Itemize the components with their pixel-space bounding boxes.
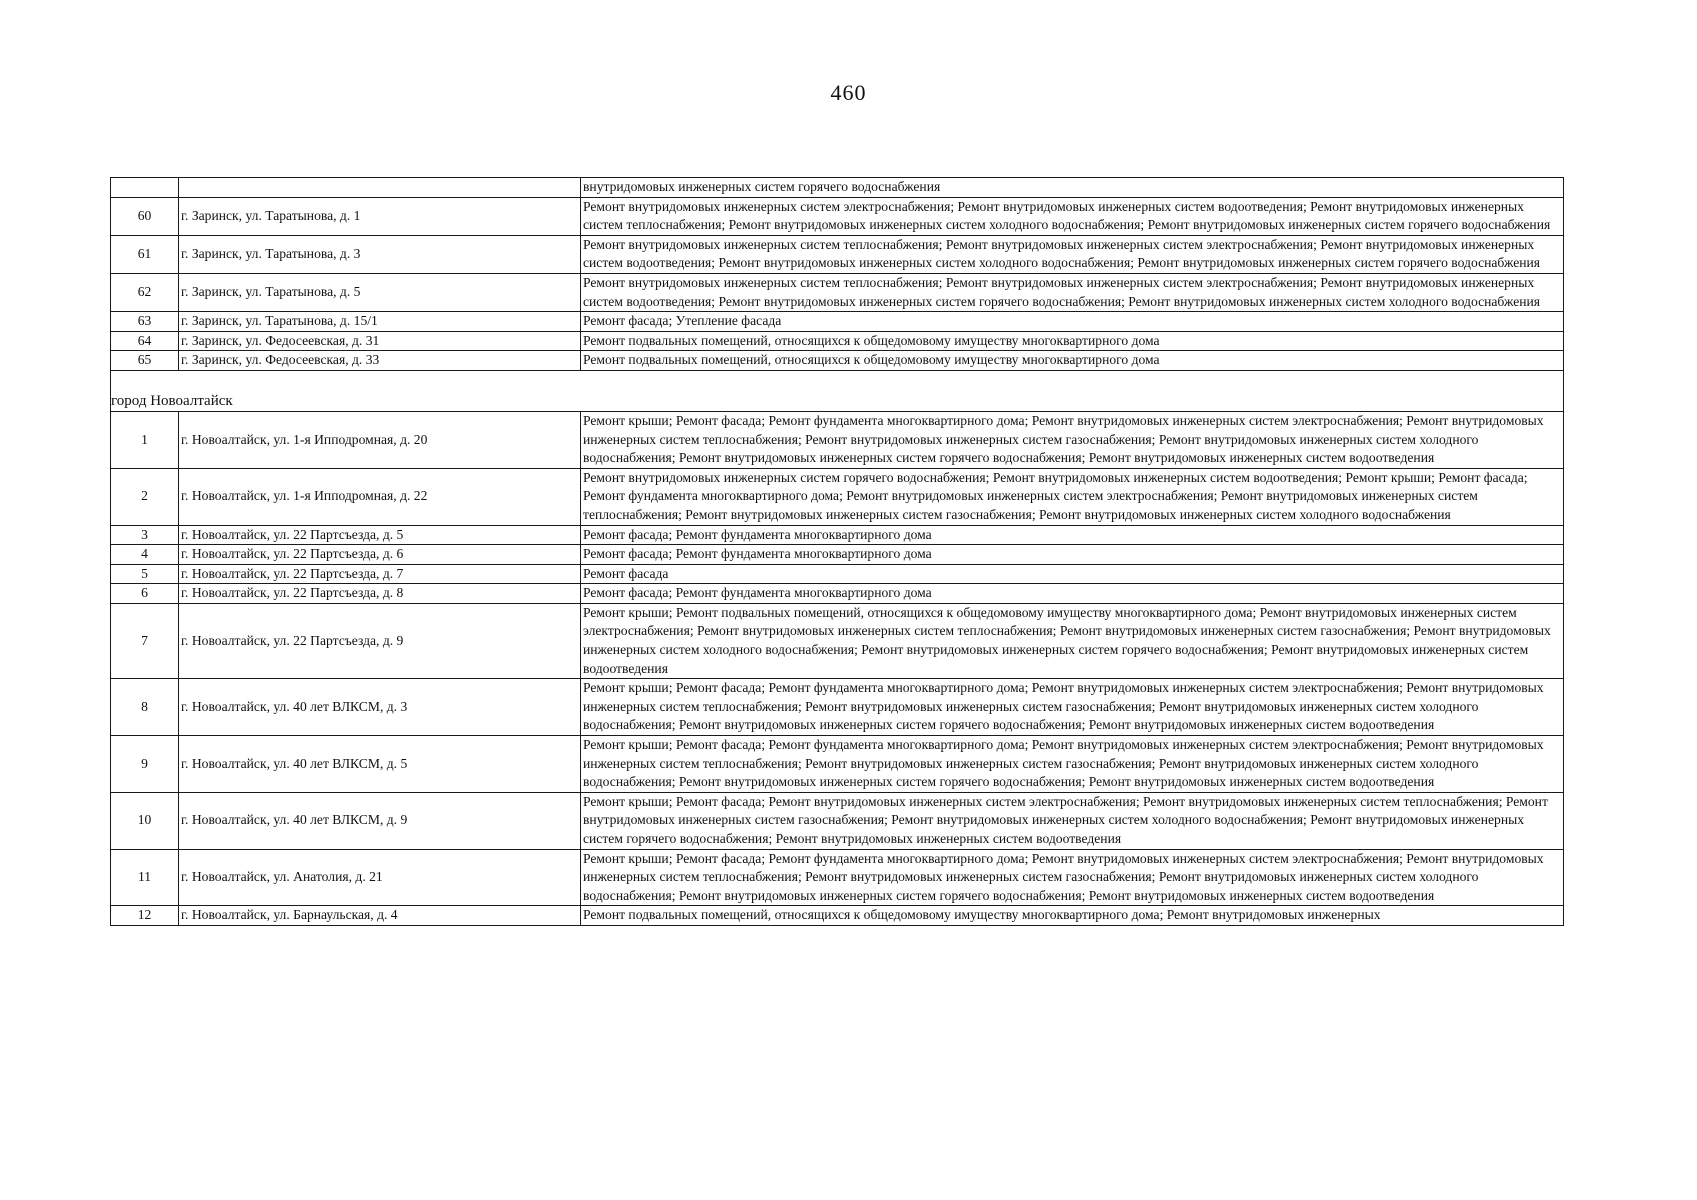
row-address: г. Новоалтайск, ул. Анатолия, д. 21 bbox=[179, 849, 581, 906]
table-row bbox=[111, 178, 1564, 198]
row-number: 11 bbox=[111, 849, 179, 906]
row-works: Ремонт подвальных помещений, относящихся к общедомовому имуществу многоквартирного дома; Ремонт внутридомовых инженерных bbox=[581, 906, 1564, 926]
table-row bbox=[111, 331, 1564, 351]
row-address: г. Заринск, ул. Таратынова, д. 1 bbox=[179, 197, 581, 235]
row-number: 2 bbox=[111, 468, 179, 525]
row-works: Ремонт крыши; Ремонт подвальных помещений, относящихся к общедомовому имуществу многоквартирного дома; Ремонт внутридомовых инженерных систем электроснабжения; Ремонт внутридомовых инженерных систем теплоснабжения; Ремонт внутридомовых инженерных систем газоснабжения; Ремонт внутридомовых инженерных систем холодного водоснабжения; Ремонт внутридомовых инженерных систем горячего водоснабжения; Ремонт внутридомовых инженерных систем водоотведения bbox=[581, 603, 1564, 678]
row-works: Ремонт внутридомовых инженерных систем теплоснабжения; Ремонт внутридомовых инженерных систем электроснабжения; Ремонт внутридомовых инженерных систем водоотведения; Ремонт внутридомовых инженерных систем горячего водоснабжения; Ремонт внутридомовых инженерных систем холодного водоснабжения bbox=[581, 273, 1564, 311]
row-works: Ремонт внутридомовых инженерных систем электроснабжения; Ремонт внутридомовых инженерных систем водоотведения; Ремонт внутридомовых инженерных систем теплоснабжения; Ремонт внутридомовых инженерных систем холодного водоснабжения; Ремонт внутридомовых инженерных систем горячего водоснабжения bbox=[581, 197, 1564, 235]
section-heading-row bbox=[111, 370, 1564, 411]
row-works: Ремонт фасада bbox=[581, 564, 1564, 584]
row-number: 61 bbox=[111, 235, 179, 273]
row-works: Ремонт крыши; Ремонт фасада; Ремонт фундамента многоквартирного дома; Ремонт внутридомовых инженерных систем электроснабжения; Ремонт внутридомовых инженерных систем теплоснабжения; Ремонт внутридомовых инженерных систем газоснабжения; Ремонт внутридомовых инженерных систем холодного водоснабжения; Ремонт внутридомовых инженерных систем горячего водоснабжения; Ремонт внутридомовых инженерных систем водоотведения bbox=[581, 411, 1564, 468]
repair-register-table bbox=[110, 177, 1564, 926]
table-row bbox=[111, 906, 1564, 926]
row-address: г. Новоалтайск, ул. 40 лет ВЛКСМ, д. 3 bbox=[179, 679, 581, 736]
row-address: г. Заринск, ул. Таратынова, д. 15/1 bbox=[179, 312, 581, 332]
row-number bbox=[111, 178, 179, 198]
row-address: г. Новоалтайск, ул. 22 Партсъезда, д. 9 bbox=[179, 603, 581, 678]
table-row bbox=[111, 312, 1564, 332]
row-number: 7 bbox=[111, 603, 179, 678]
row-number: 3 bbox=[111, 525, 179, 545]
row-number: 4 bbox=[111, 545, 179, 565]
table-row bbox=[111, 564, 1564, 584]
row-works: Ремонт крыши; Ремонт фасада; Ремонт фундамента многоквартирного дома; Ремонт внутридомовых инженерных систем электроснабжения; Ремонт внутридомовых инженерных систем теплоснабжения; Ремонт внутридомовых инженерных систем газоснабжения; Ремонт внутридомовых инженерных систем холодного водоснабжения; Ремонт внутридомовых инженерных систем горячего водоснабжения; Ремонт внутридомовых инженерных систем водоотведения bbox=[581, 736, 1564, 793]
row-number: 63 bbox=[111, 312, 179, 332]
row-address: г. Новоалтайск, ул. 40 лет ВЛКСМ, д. 9 bbox=[179, 792, 581, 849]
row-number: 60 bbox=[111, 197, 179, 235]
table-body-zarinsk bbox=[111, 178, 1564, 371]
table-row bbox=[111, 351, 1564, 371]
row-number: 5 bbox=[111, 564, 179, 584]
table-row bbox=[111, 235, 1564, 273]
row-address: г. Новоалтайск, ул. 22 Партсъезда, д. 7 bbox=[179, 564, 581, 584]
row-works: Ремонт крыши; Ремонт фасада; Ремонт внутридомовых инженерных систем электроснабжения; Ремонт внутридомовых инженерных систем теплоснабжения; Ремонт внутридомовых инженерных систем газоснабжения; Ремонт внутридомовых инженерных систем холодного водоснабжения; Ремонт внутридомовых инженерных систем горячего водоснабжения; Ремонт внутридомовых инженерных систем водоотведения bbox=[581, 792, 1564, 849]
section-title: город Новоалтайск bbox=[111, 370, 1564, 411]
row-address: г. Заринск, ул. Таратынова, д. 3 bbox=[179, 235, 581, 273]
table-row bbox=[111, 273, 1564, 311]
row-works: Ремонт подвальных помещений, относящихся к общедомовому имуществу многоквартирного дома bbox=[581, 331, 1564, 351]
row-address: г. Новоалтайск, ул. 22 Партсъезда, д. 8 bbox=[179, 584, 581, 604]
section-novoaltaisk bbox=[111, 370, 1564, 411]
row-number: 10 bbox=[111, 792, 179, 849]
table-row bbox=[111, 468, 1564, 525]
table-body-novoaltaisk bbox=[111, 411, 1564, 925]
row-number: 64 bbox=[111, 331, 179, 351]
row-number: 12 bbox=[111, 906, 179, 926]
row-number: 9 bbox=[111, 736, 179, 793]
row-works: Ремонт внутридомовых инженерных систем теплоснабжения; Ремонт внутридомовых инженерных систем электроснабжения; Ремонт внутридомовых инженерных систем водоотведения; Ремонт внутридомовых инженерных систем холодного водоснабжения; Ремонт внутридомовых инженерных систем горячего водоснабжения bbox=[581, 235, 1564, 273]
row-works: Ремонт подвальных помещений, относящихся к общедомовому имуществу многоквартирного дома bbox=[581, 351, 1564, 371]
row-works: Ремонт крыши; Ремонт фасада; Ремонт фундамента многоквартирного дома; Ремонт внутридомовых инженерных систем электроснабжения; Ремонт внутридомовых инженерных систем теплоснабжения; Ремонт внутридомовых инженерных систем газоснабжения; Ремонт внутридомовых инженерных систем холодного водоснабжения; Ремонт внутридомовых инженерных систем горячего водоснабжения; Ремонт внутридомовых инженерных систем водоотведения bbox=[581, 679, 1564, 736]
row-address: г. Новоалтайск, ул. 1-я Ипподромная, д. 20 bbox=[179, 411, 581, 468]
table-row bbox=[111, 197, 1564, 235]
table-row bbox=[111, 736, 1564, 793]
table-row bbox=[111, 525, 1564, 545]
row-address: г. Новоалтайск, ул. 22 Партсъезда, д. 5 bbox=[179, 525, 581, 545]
row-address: г. Новоалтайск, ул. Барнаульская, д. 4 bbox=[179, 906, 581, 926]
row-works: Ремонт внутридомовых инженерных систем горячего водоснабжения; Ремонт внутридомовых инженерных систем водоотведения; Ремонт крыши; Ремонт фасада; Ремонт фундамента многоквартирного дома; Ремонт внутридомовых инженерных систем электроснабжения; Ремонт внутридомовых инженерных систем теплоснабжения; Ремонт внутридомовых инженерных систем газоснабжения; Ремонт внутридомовых инженерных систем холодного водоснабжения bbox=[581, 468, 1564, 525]
table-row bbox=[111, 792, 1564, 849]
row-address: г. Заринск, ул. Федосеевская, д. 31 bbox=[179, 331, 581, 351]
row-number: 8 bbox=[111, 679, 179, 736]
row-address: г. Новоалтайск, ул. 1-я Ипподромная, д. 22 bbox=[179, 468, 581, 525]
row-address: г. Новоалтайск, ул. 22 Партсъезда, д. 6 bbox=[179, 545, 581, 565]
row-works: Ремонт фасада; Ремонт фундамента многоквартирного дома bbox=[581, 545, 1564, 565]
row-works: Ремонт фасада; Утепление фасада bbox=[581, 312, 1564, 332]
row-works: Ремонт фасада; Ремонт фундамента многоквартирного дома bbox=[581, 525, 1564, 545]
row-address bbox=[179, 178, 581, 198]
page-number: 460 bbox=[830, 80, 867, 105]
table-row bbox=[111, 411, 1564, 468]
row-works: Ремонт крыши; Ремонт фасада; Ремонт фундамента многоквартирного дома; Ремонт внутридомовых инженерных систем электроснабжения; Ремонт внутридомовых инженерных систем теплоснабжения; Ремонт внутридомовых инженерных систем газоснабжения; Ремонт внутридомовых инженерных систем холодного водоснабжения; Ремонт внутридомовых инженерных систем горячего водоснабжения; Ремонт внутридомовых инженерных систем водоотведения bbox=[581, 849, 1564, 906]
table-row bbox=[111, 603, 1564, 678]
row-number: 62 bbox=[111, 273, 179, 311]
table-row bbox=[111, 849, 1564, 906]
row-address: г. Заринск, ул. Федосеевская, д. 33 bbox=[179, 351, 581, 371]
row-number: 1 bbox=[111, 411, 179, 468]
row-works: внутридомовых инженерных систем горячего водоснабжения bbox=[581, 178, 1564, 198]
row-address: г. Новоалтайск, ул. 40 лет ВЛКСМ, д. 5 bbox=[179, 736, 581, 793]
row-number: 6 bbox=[111, 584, 179, 604]
row-number: 65 bbox=[111, 351, 179, 371]
table-row bbox=[111, 545, 1564, 565]
table-row bbox=[111, 584, 1564, 604]
row-address: г. Заринск, ул. Таратынова, д. 5 bbox=[179, 273, 581, 311]
table-row bbox=[111, 679, 1564, 736]
row-works: Ремонт фасада; Ремонт фундамента многоквартирного дома bbox=[581, 584, 1564, 604]
